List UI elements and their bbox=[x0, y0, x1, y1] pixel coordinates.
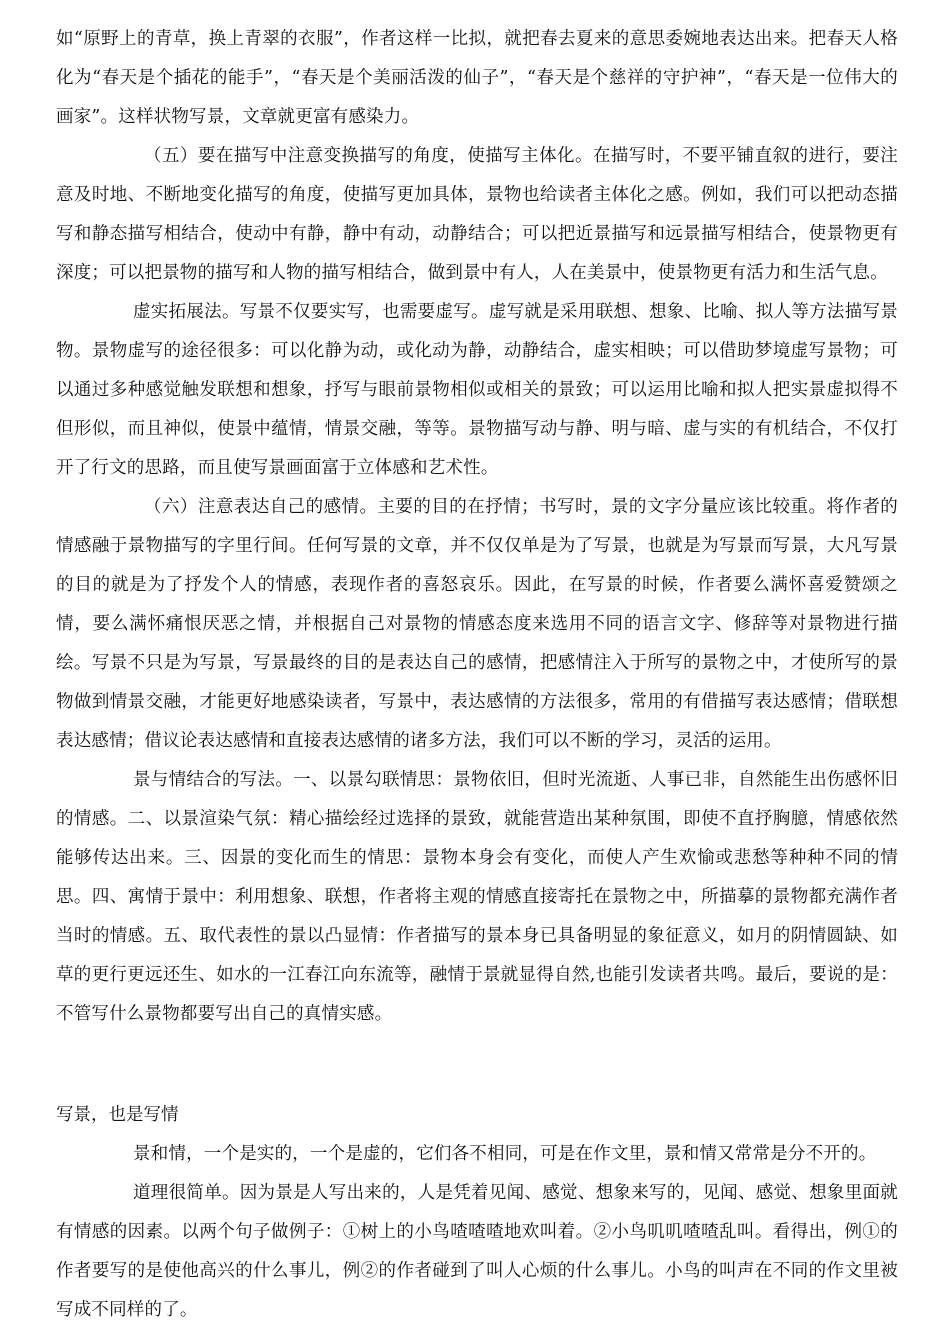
section-paragraph-intro: 景和情，一个是实的，一个是虚的，它们各不相同，可是在作文里，景和情又常常是分不开的。 bbox=[133, 1144, 877, 1164]
paragraph-section-six: （六）注意表达自己的感情。主要的目的在抒情；书写时，景的文字分量应该比较重。将作者的情感融于景物描写的字里行间。任何写景的文章，并不仅仅单是为了写景，也就是为写景而写景，大凡写景的目的就是为了抒发个人的情感，表现作者的喜怒哀乐。因此，在写景的时候，作者要么满怀喜爱赞颂之情，要么满怀痛恨厌恶之情，并根据自己对景物的情感态度来选用不同的语言文字、修辞等对景物进行描绘。写景不只是为写景，写景最终的目的是表达自己的感情，把感情注入于所写的景物之中，才使所写的景物做到情景交融，才能更好地感染读者，写景中，表达感情的方法很多，常用的有借描写表达感情；借联想表达感情；借议论表达感情和直接表达感情的诸多方法，我们可以不断的学习，灵活的运用。 bbox=[56, 497, 898, 751]
section-gap bbox=[56, 1034, 898, 1096]
document-page bbox=[56, 20, 898, 1330]
section-paragraph-reason: 道理很简单。因为景是人写出来的，人是凭着见闻、感觉、想象来写的，见闻、感觉、想象里面就有情感的因素。以两个句子做例子：①树上的小鸟喳喳喳地欢叫着。②小鸟叽叽喳喳乱叫。看得出，例①的作者要写的是使他高兴的什么事儿，例②的作者碰到了叫人心烦的什么事儿。小鸟的叫声在不同的作文里被写成不同样的了。 bbox=[56, 1183, 898, 1320]
paragraph-virtual-real: 虚实拓展法。写景不仅要实写，也需要虚写。虚写就是采用联想、想象、比喻、拟人等方法描写景物。景物虚写的途径很多：可以化静为动，或化动为静，动静结合，虚实相映；可以借助梦境虚写景物；可以通过多种感觉触发联想和想象，抒写与眼前景物相似或相关的景致；可以运用比喻和拟人把实景虚拟得不但形似，而且神似，使景中蕴情，情景交融，等等。景物描写动与静、明与暗、虚与实的有机结合，不仅打开了行文的思路，而且使写景画面富于立体感和艺术性。 bbox=[56, 302, 898, 478]
paragraph-scene-emotion: 景与情结合的写法。一、以景勾联情思：景物依旧，但时光流逝、人事已非，自然能生出伤感怀旧的情感。二、以景渲染气氛：精心描绘经过选择的景致，就能营造出某种氛围，即使不直抒胸臆，情感依然能够传达出来。三、因景的变化而生的情思：景物本身会有变化，而使人产生欢愉或悲愁等种种不同的情思。四、寓情于景中：利用想象、联想，作者将主观的情感直接寄托在景物之中，所描摹的景物都充满作者当时的情感。五、取代表性的景以凸显情：作者描写的景本身已具备明显的象征意义，如月的阴情圆缺、如草的更行更远还生、如水的一江春江向东流等，融情于景就显得自然,也能引发读者共鸣。最后，要说的是：不管写什么景物都要写出自己的真情实感。 bbox=[56, 770, 898, 1024]
paragraph-personification: 如“原野上的青草，换上青翠的衣服”，作者这样一比拟，就把春去夏来的意思委婉地表达出来。把春天人格化为“春天是个插花的能手”，“春天是个美丽活泼的仙子”，“春天是个慈祥的守护神”，“春天是一位伟大的画家”。这样状物写景，文章就更富有感染力。 bbox=[56, 29, 898, 127]
section-title: 写景，也是写情 bbox=[56, 1105, 179, 1125]
paragraph-section-five: （五）要在描写中注意变换描写的角度，使描写主体化。在描写时，不要平铺直叙的进行，要注意及时地、不断地变化描写的角度，使描写更加具体，景物也给读者主体化之感。例如，我们可以把动态描写和静态描写相结合，使动中有静，静中有动，动静结合；可以把近景描写和远景描写相结合，使景物更有深度；可以把景物的描写和人物的描写相结合，做到景中有人，人在美景中，使景物更有活力和生活气息。 bbox=[56, 146, 898, 283]
